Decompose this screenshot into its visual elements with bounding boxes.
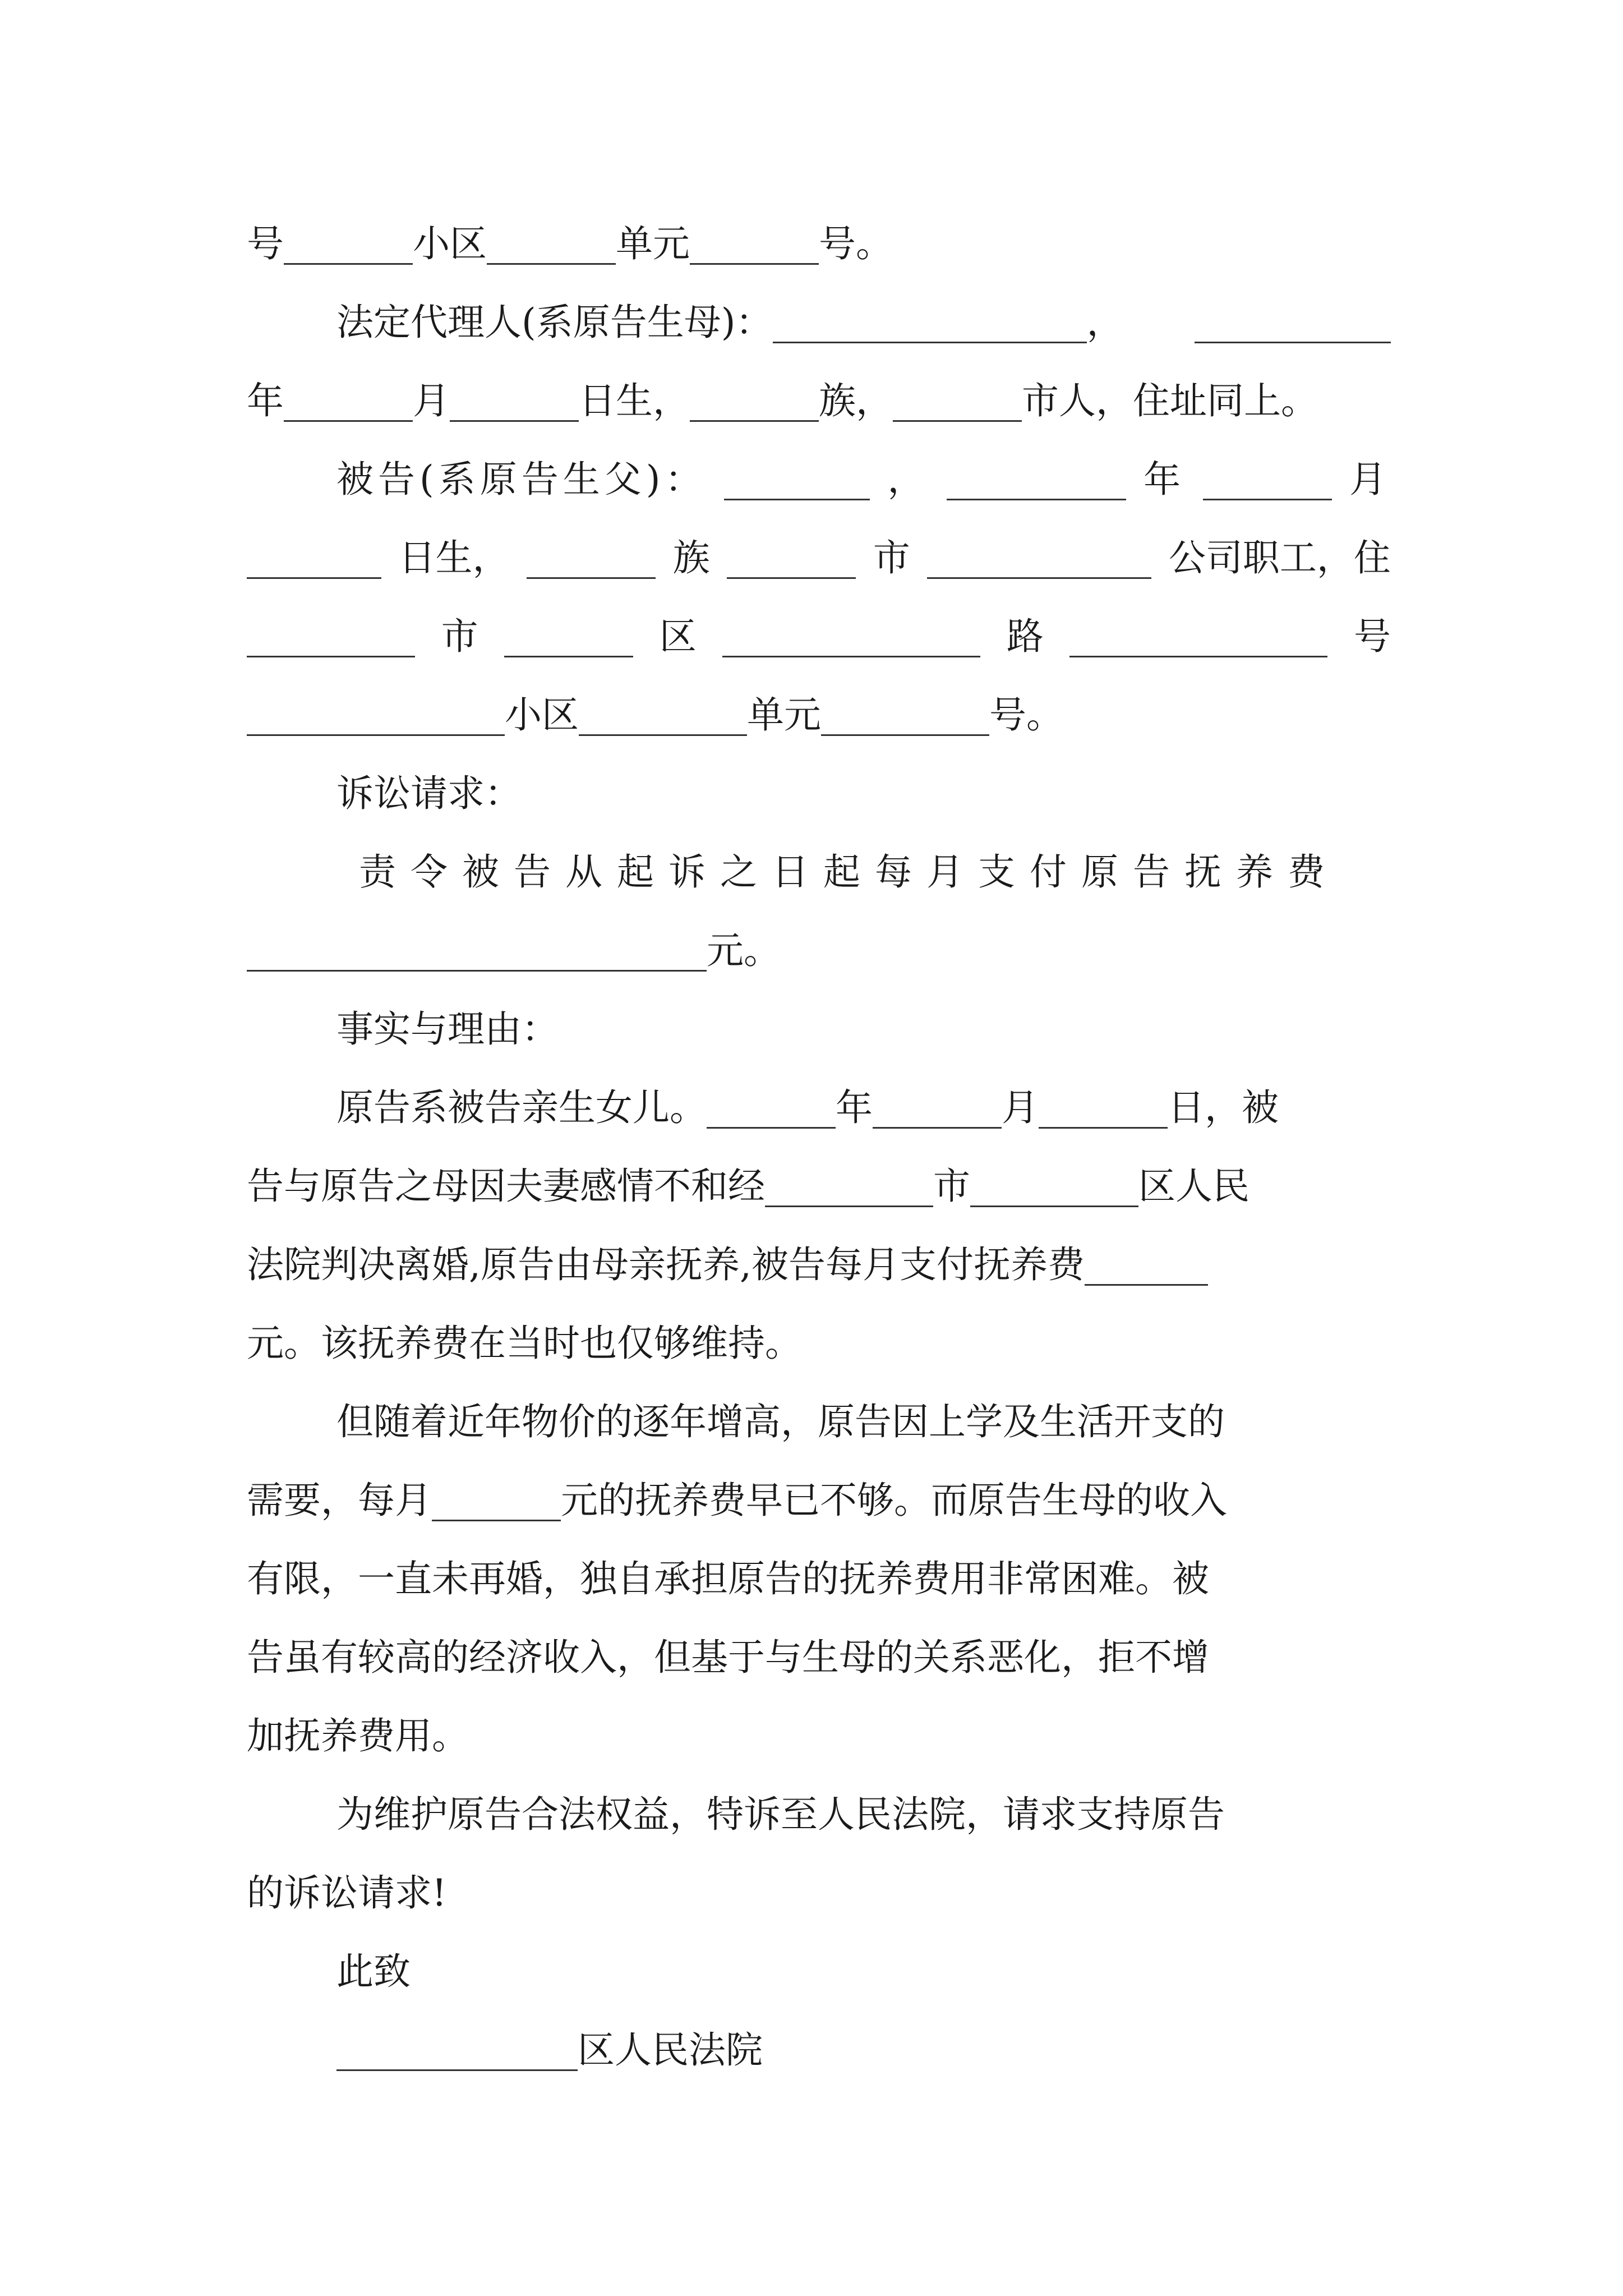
blank-field [821,695,989,736]
facts-text: 元的抚养费早已不够。而原告生母的收入 [561,1479,1227,1522]
blank-field [970,1166,1138,1207]
blank-field [504,616,633,657]
facts-heading: 事实与理由： [336,1007,559,1051]
text-month: 月 [1349,458,1391,501]
blank-field [527,538,656,579]
blank-field [893,381,1022,422]
text-ethnicity: 族， [819,379,893,422]
defendant-address-line-2 [247,687,1391,743]
blank-field [284,224,413,265]
defendant-label: 被告(系原告生父)： [336,458,707,501]
claim-amount-line [247,923,1391,979]
legal-representative-line [336,295,1391,351]
text-company: 公司职工，住 [1168,536,1391,579]
claim-text: 责令被告从起诉之日起每月支付原告抚养费 [359,850,1339,894]
text-hao: 号 [247,222,284,265]
facts-line-8: 告虽有较高的经济收入，但基于与生母的关系恶化，拒不增 [247,1636,1209,1679]
blank-field [247,695,505,736]
text-city: 市 [441,615,478,658]
text-day: 日，被 [1168,1086,1279,1129]
text-city-address: 市人，住址同上。 [1022,379,1318,422]
facts-line-9: 加抚养费用。 [247,1714,469,1757]
text-yuan: 元。 [707,929,781,972]
salutation: 此致 [336,1950,411,1993]
facts-line-6 [247,1473,1391,1529]
blank-field [927,538,1151,579]
blank-field [450,381,579,422]
blank-field [947,459,1126,500]
facts-text: 法院判决离婚,原告由母亲抚养,被告每月支付抚养费 [247,1243,1085,1286]
facts-text: 需要，每月 [247,1479,432,1522]
text-year: 年 [247,379,284,422]
text-year: 年 [836,1086,873,1129]
blank-field [1203,459,1332,500]
text-district: 区 [659,615,697,658]
text-year: 年 [1144,458,1186,501]
blank-field [727,538,856,579]
blank-field [873,1088,1002,1129]
comma: ， [887,458,929,501]
blank-field [724,459,870,500]
court-name: 区人民法院 [578,2028,763,2072]
text-month: 月 [1002,1086,1039,1129]
blank-field [336,2030,578,2071]
text-day-born: 日生， [579,379,690,422]
blank-field [579,695,747,736]
comma: ， [1086,301,1124,344]
facts-line-2 [247,1158,1391,1214]
blank-field [1085,1245,1208,1286]
defendant-line [336,452,1391,508]
text-danyuan: 单元 [616,222,690,265]
facts-line-1 [336,1080,1391,1136]
blank-field [1069,616,1327,657]
facts-line-7: 有限，一直未再婚，独自承担原告的抚养费用非常困难。被 [247,1557,1209,1600]
court-name-line [336,2022,1391,2078]
text-xiaoqu: 小区 [505,693,579,737]
facts-line-5: 但随着近年物价的逐年增高，原告因上学及生活开支的 [336,1400,1225,1443]
blank-field [432,1480,561,1521]
blank-field [1195,302,1391,343]
defendant-birth-line [247,530,1391,586]
blank-field [765,1166,933,1207]
blank-field [247,538,381,579]
text-city: 市 [873,536,910,579]
text-hao-end: 号。 [989,693,1063,737]
claims-heading: 诉讼请求： [336,772,522,815]
request-line-1: 为维护原告合法权益，特诉至人民法院，请求支持原告 [336,1793,1225,1836]
blank-field [773,302,1087,343]
blank-field [247,616,415,657]
blank-field [247,931,707,972]
blank-field [722,616,980,657]
facts-line-4: 元。该抚养费在当时也仅够维持。 [247,1322,802,1365]
facts-line-3 [247,1237,1391,1293]
facts-text: 原告系被告亲生女儿。 [336,1086,707,1129]
legal-rep-birth-line [247,373,1391,429]
defendant-address-line [247,609,1391,665]
legal-rep-label: 法定代理人(系原告生母)： [336,301,773,344]
text-district-court: 区人民 [1138,1165,1249,1208]
text-number: 号 [1353,615,1391,658]
facts-text: 告与原告之母因夫妻感情不和经 [247,1165,765,1208]
blank-field [690,381,819,422]
text-xiaoqu: 小区 [413,222,487,265]
text-hao-end: 号。 [819,222,893,265]
blank-field [690,224,819,265]
blank-field [284,381,413,422]
blank-field [707,1088,836,1129]
address-line-plaintiff [247,216,1391,272]
blank-field [1039,1088,1168,1129]
request-line-2: 的诉讼请求! [247,1871,447,1915]
text-city: 市 [933,1165,970,1208]
text-road: 路 [1006,615,1044,658]
text-danyuan: 单元 [747,693,821,737]
blank-field [487,224,616,265]
text-day-born: 日生， [398,536,510,579]
text-ethnicity: 族 [672,536,710,579]
text-month: 月 [413,379,450,422]
